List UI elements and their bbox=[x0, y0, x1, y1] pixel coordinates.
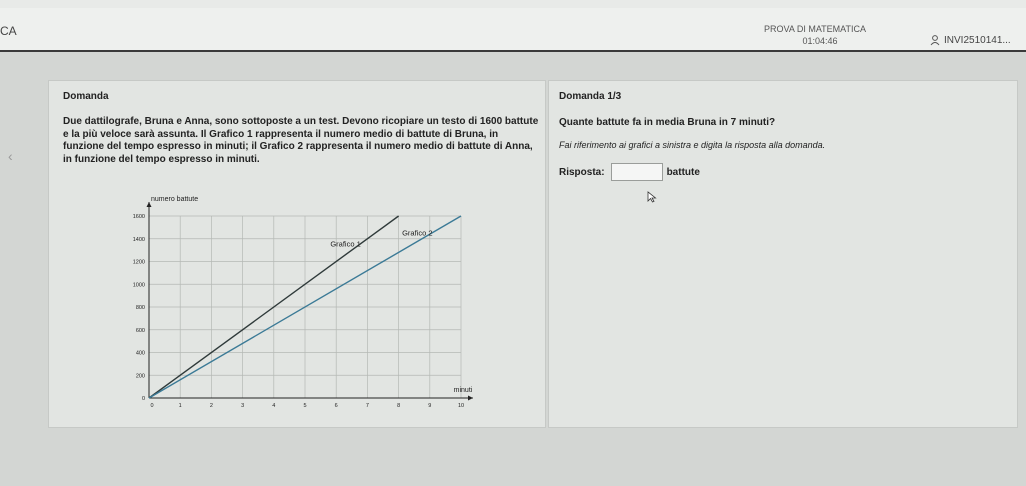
instruction-text: Fai riferimento ai grafici a sinistra e digita la risposta alla domanda. bbox=[559, 140, 826, 150]
y-tick-label: 800 bbox=[135, 305, 145, 311]
mouse-cursor-icon bbox=[647, 191, 657, 203]
y-tick-label: 1000 bbox=[132, 282, 145, 289]
answer-row bbox=[559, 163, 700, 181]
x-axis-label: minuti bbox=[453, 387, 473, 394]
line-chart bbox=[109, 191, 473, 421]
answer-panel bbox=[548, 80, 1018, 428]
x-axis-arrow-icon bbox=[468, 396, 473, 401]
question-panel-title: Domanda bbox=[63, 91, 109, 102]
x-tick-label: 2 bbox=[209, 403, 213, 409]
y-tick-label: 1200 bbox=[132, 259, 145, 266]
exam-title: PROVA DI MATEMATICA bbox=[763, 24, 866, 34]
user-id: INVI2510141... bbox=[944, 35, 1011, 46]
x-tick-label: 0 bbox=[150, 403, 154, 409]
question-prompt: Quante battute fa in media Bruna in 7 minuti? bbox=[559, 117, 776, 128]
y-tick-label: 400 bbox=[135, 350, 145, 357]
y-tick-label: 0 bbox=[141, 396, 145, 402]
question-text: Due dattilografe, Bruna e Anna, sono sottoposte a un test. Devono ricopiare un testo di 1600 battute e la più veloce sarà assunta. Il Grafico 1 rappresenta il numero medio di battute di Bruna, in funzione del tempo espresso in minuti; il Grafico 2 rappresenta il numero medio di battute di Anna, in funzione del tempo espresso in minuti. bbox=[63, 116, 539, 165]
y-tick-label: 200 bbox=[135, 373, 145, 380]
question-panel bbox=[48, 80, 546, 428]
x-tick-label: 6 bbox=[334, 403, 338, 409]
chevron-left-icon[interactable]: ‹ bbox=[8, 148, 13, 164]
brand-label: CA bbox=[0, 24, 17, 38]
answer-input[interactable] bbox=[611, 163, 663, 181]
x-tick-label: 8 bbox=[397, 403, 401, 409]
x-tick-label: 1 bbox=[178, 403, 182, 409]
series-label-grafico-1: Grafico 1 bbox=[330, 239, 361, 249]
user-badge bbox=[930, 35, 1011, 46]
y-tick-label: 1400 bbox=[132, 236, 145, 243]
x-tick-label: 7 bbox=[365, 403, 369, 409]
y-tick-label: 600 bbox=[135, 327, 145, 334]
x-tick-label: 9 bbox=[428, 403, 432, 409]
answer-unit: battute bbox=[666, 166, 700, 178]
answer-panel-title: Domanda 1/3 bbox=[559, 91, 622, 102]
answer-label: Risposta: bbox=[559, 166, 605, 178]
exam-timer: 01:04:46 bbox=[802, 36, 838, 46]
x-tick-label: 4 bbox=[272, 403, 276, 409]
window-top-band bbox=[0, 0, 1026, 8]
x-tick-label: 10 bbox=[457, 403, 465, 409]
y-tick-label: 1600 bbox=[132, 214, 145, 220]
y-axis-label: numero battute bbox=[151, 196, 199, 203]
exam-header bbox=[0, 8, 1026, 52]
x-tick-label: 3 bbox=[241, 403, 245, 409]
user-icon bbox=[930, 35, 940, 46]
series-label-grafico-2: Grafico 2 bbox=[402, 228, 433, 238]
x-tick-label: 5 bbox=[303, 403, 307, 409]
